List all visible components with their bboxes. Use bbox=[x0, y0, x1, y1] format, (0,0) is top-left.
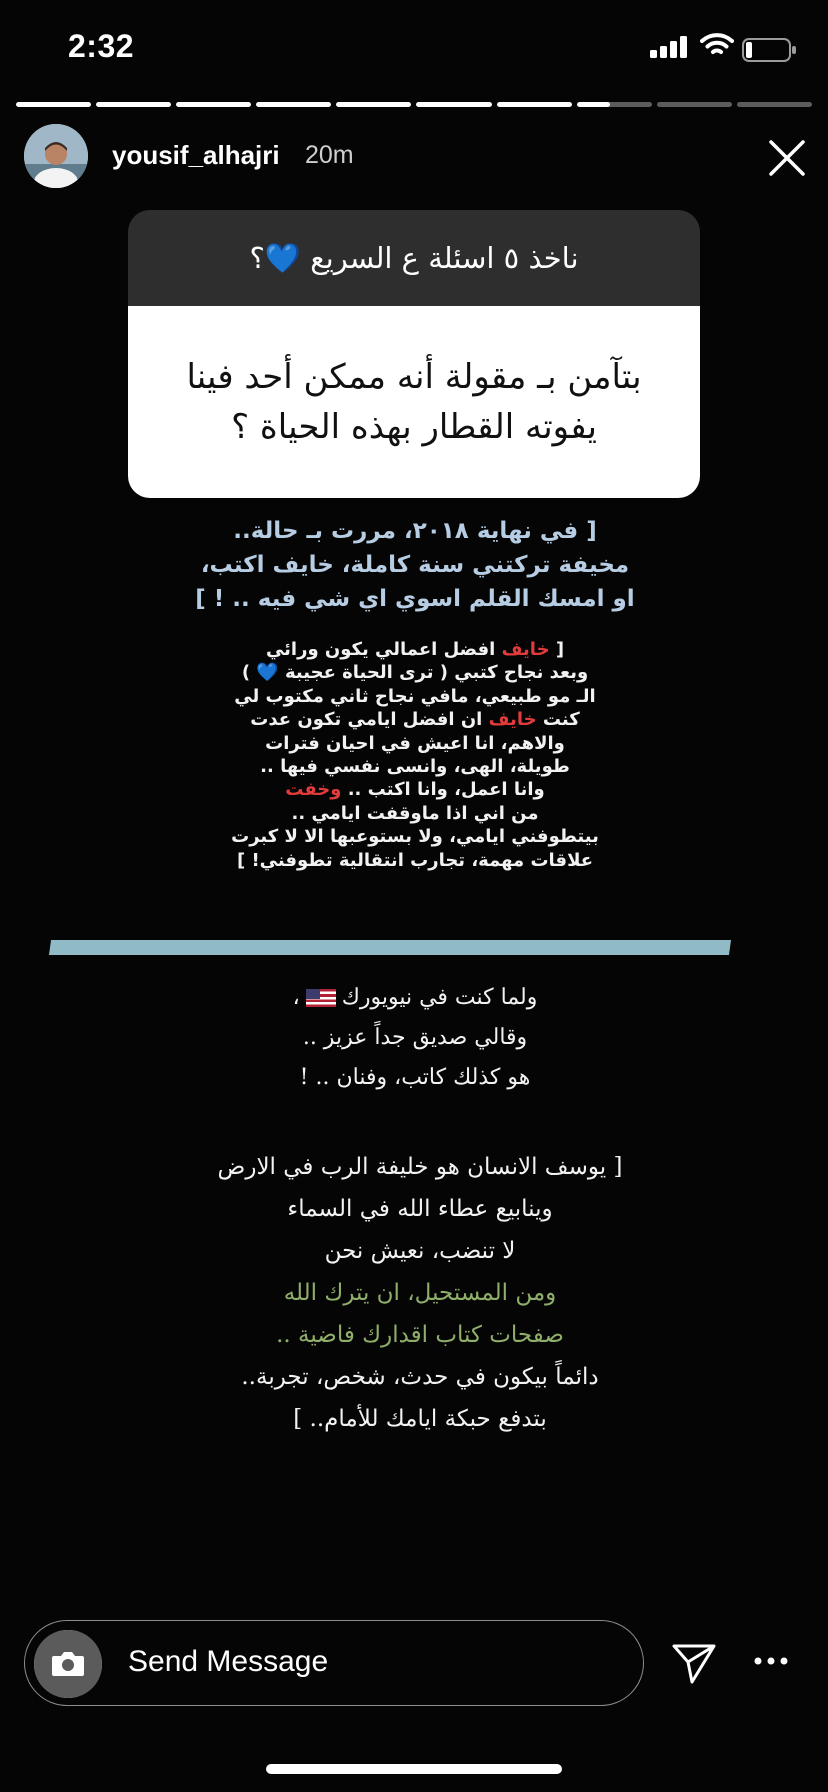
question-sticker-prompt: ناخذ ٥ اسئلة ع السريع 💙؟ bbox=[128, 210, 700, 306]
story-progress-fill bbox=[577, 102, 611, 107]
text-line bbox=[190, 778, 640, 801]
text-line: هو كذلك كاتب، وفنان .. ! bbox=[299, 1065, 531, 1090]
close-icon[interactable] bbox=[767, 138, 807, 178]
send-message-placeholder[interactable]: Send Message bbox=[128, 1645, 329, 1678]
story-progress-fill bbox=[96, 102, 171, 107]
story-text-blue bbox=[120, 514, 710, 616]
divider-brush-stroke bbox=[49, 940, 731, 955]
cellular-signal-icon bbox=[650, 36, 690, 58]
text-line: الـ مو طبيعي، مافي نجاح ثاني مكتوب لي bbox=[234, 685, 596, 707]
question-sticker bbox=[128, 210, 700, 498]
highlight-red: خايف bbox=[501, 639, 550, 660]
story-username[interactable]: yousif_alhajri bbox=[112, 140, 280, 170]
avatar[interactable] bbox=[24, 124, 88, 188]
highlight-red: خايف bbox=[488, 709, 537, 731]
story-time-ago: 20m bbox=[305, 141, 354, 169]
text-fragment: ان افضل ايامي تكون عدت bbox=[250, 709, 489, 731]
wifi-icon bbox=[700, 32, 734, 58]
battery-icon bbox=[742, 38, 798, 62]
text-line: من اني اذا ماوقفت ايامي .. bbox=[291, 802, 539, 824]
home-indicator[interactable] bbox=[266, 1764, 562, 1774]
camera-button[interactable] bbox=[34, 1630, 102, 1698]
story-progress-fill bbox=[176, 102, 251, 107]
text-fragment: افضل اعمالي يكون ورائي bbox=[265, 639, 502, 660]
text-line: دائماً بيكون في حدث، شخص، تجربة.. bbox=[241, 1364, 599, 1390]
story-progress-segment bbox=[416, 102, 491, 107]
story-progress-fill bbox=[336, 102, 411, 107]
text-fragment: ، bbox=[292, 985, 300, 1010]
story-progress-segment bbox=[16, 102, 91, 107]
text-line-green: ومن المستحيل، ان يترك الله bbox=[283, 1280, 557, 1306]
camera-icon bbox=[34, 1630, 102, 1698]
direct-send-icon[interactable] bbox=[670, 1638, 718, 1686]
story-text-white bbox=[190, 638, 640, 872]
text-line bbox=[190, 708, 640, 731]
text-line: والاهم، انا اعيش في احيان فترات bbox=[265, 732, 565, 754]
text-line: [ في نهاية ٢٠١٨، مررت بـ حالة.. bbox=[233, 518, 597, 544]
text-line bbox=[190, 638, 640, 661]
story-progress-fill bbox=[256, 102, 331, 107]
more-options-icon[interactable] bbox=[754, 1656, 788, 1666]
answer-line: بتآمن بـ مقولة أنه ممكن أحد فينا bbox=[186, 357, 642, 397]
highlight-red: وخفت bbox=[285, 779, 342, 801]
text-fragment: كنت bbox=[536, 709, 580, 731]
story-progress-segment bbox=[256, 102, 331, 107]
story-progress-segment bbox=[737, 102, 812, 107]
answer-line: يفوته القطار بهذه الحياة ؟ bbox=[231, 407, 597, 447]
us-flag-icon bbox=[306, 989, 336, 1007]
text-line: علاقات مهمة، تجارب انتقالية تطوفني! ] bbox=[236, 849, 594, 871]
text-line: او امسك القلم اسوي اي شي فيه .. ! ] bbox=[195, 586, 635, 612]
story-progress-segment bbox=[336, 102, 411, 107]
story-progress-segment bbox=[577, 102, 652, 107]
story-text-newyork bbox=[240, 978, 590, 1098]
send-message-field[interactable] bbox=[24, 1620, 644, 1706]
question-sticker-answer bbox=[128, 306, 700, 498]
story-progress-segment bbox=[657, 102, 732, 107]
text-line: مخيفة تركتني سنة كاملة، خايف اكتب، bbox=[200, 552, 630, 578]
text-line: [ يوسف الانسان هو خليفة الرب في الارض bbox=[217, 1154, 623, 1180]
text-line: وقالي صديق جداً عزيز .. bbox=[302, 1025, 528, 1050]
text-fragment: ولما كنت في نيويورك bbox=[341, 985, 538, 1010]
story-progress-fill bbox=[497, 102, 572, 107]
text-line-green: صفحات كتاب اقدارك فاضية .. bbox=[276, 1322, 564, 1348]
story-progress-segment bbox=[497, 102, 572, 107]
story-progress-segment bbox=[96, 102, 171, 107]
text-line: وبعد نجاح كتبي ( ترى الحياة عجيبة 💙 ) bbox=[241, 662, 589, 684]
story-progress-segment bbox=[176, 102, 251, 107]
story-progress-fill bbox=[16, 102, 91, 107]
text-line: بيتطوفني ايامي، ولا بستوعبها الا لا كبرت bbox=[231, 826, 599, 848]
story-text-quote bbox=[160, 1146, 680, 1440]
text-line bbox=[240, 978, 590, 1018]
text-fragment: [ bbox=[549, 639, 565, 660]
story-progress-bar bbox=[16, 102, 812, 107]
text-line: بتدفع حبكة ايامك للأمام.. ] bbox=[293, 1406, 547, 1432]
status-time: 2:32 bbox=[68, 28, 135, 64]
text-fragment: وانا اعمل، وانا اكتب .. bbox=[341, 779, 545, 801]
avatar-photo-icon bbox=[24, 124, 88, 188]
story-progress-fill bbox=[416, 102, 491, 107]
text-line: طويلة، الهى، وانسى نفسي فيها .. bbox=[260, 756, 570, 778]
text-line: لا تنضب، نعيش نحن bbox=[324, 1238, 516, 1264]
text-line: وينابيع عطاء الله في السماء bbox=[287, 1196, 553, 1222]
